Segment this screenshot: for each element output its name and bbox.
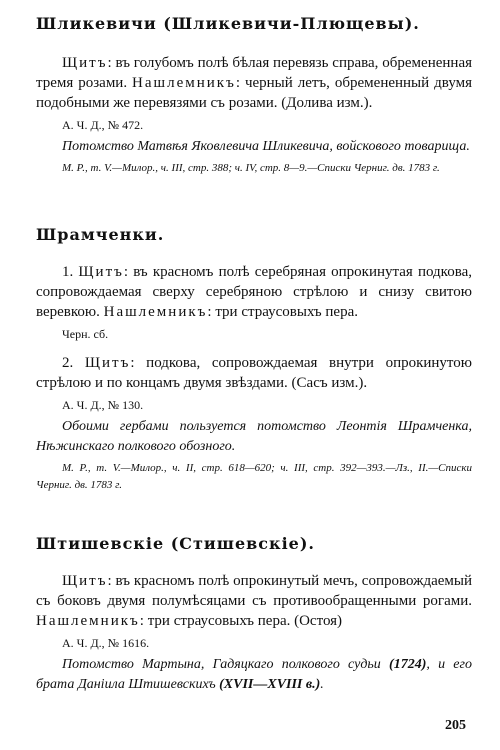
entry-number: 2. bbox=[62, 355, 74, 371]
crest-label: Нашлемникъ bbox=[36, 613, 140, 629]
lineage-end: . bbox=[320, 677, 324, 692]
section-heading-shlikevichi: Шликевичи (Шликевичи-Плющевы). bbox=[36, 14, 420, 33]
crest-description: : черный летъ, обремененный двумя подобными же перевязями съ розами. (Долива изм.). bbox=[36, 75, 473, 111]
shield-description: : подкова, сопровождаемая внутри опрокинутою стрѣлою и по концамъ двумя звѣздами. (Сасъ изм.). bbox=[36, 355, 472, 391]
lineage-text: Обоими гербами пользуется потомство Леонтія Шрамченка, Нѣжинскаго полкового обозного. bbox=[36, 419, 472, 454]
lineage-text bbox=[36, 655, 472, 695]
archive-reference: А. Ч. Д., № 472. bbox=[62, 118, 144, 132]
lineage-middle: , и его брата Даніила Штишевскихъ bbox=[36, 657, 472, 692]
archive-reference: А. Ч. Д., № 1616. bbox=[62, 636, 150, 650]
page-number: 205 bbox=[445, 718, 466, 733]
shield-description: : въ голубомъ полѣ бѣлая перевязь справа, обремененная тремя розами. bbox=[36, 55, 472, 91]
blazon-paragraph bbox=[36, 53, 472, 113]
section-heading-shtishevskie: Штишевскіе (Стишевскіе). bbox=[36, 534, 315, 553]
lineage-prefix: Потомство Мартына, Гадяцкаго полкового судьи bbox=[62, 657, 390, 672]
shield-description: : въ красномъ полѣ серебряная опрокинутая подкова, сопровождаемая сверху серебряною стрѣлою и снизу свитою веревкою. bbox=[36, 264, 472, 320]
blazon-paragraph-1 bbox=[36, 262, 472, 322]
shield-label: Щитъ bbox=[78, 264, 124, 280]
sources-text: М. Р., т. V.—Милор., ч. III, стр. 388; ч. IV, стр. 8—9.—Списки Черниг. дв. 1783 г. bbox=[62, 162, 440, 174]
shield-label: Щитъ bbox=[62, 55, 108, 71]
shield-label: Щитъ bbox=[84, 355, 131, 371]
blazon-paragraph-2 bbox=[36, 353, 472, 393]
crest-description: : три страусовыхъ пера. bbox=[207, 304, 358, 320]
blazon-paragraph bbox=[36, 571, 472, 631]
entry-number: 1. bbox=[62, 264, 74, 280]
section-heading-shramchenki: Шрамченки. bbox=[36, 225, 165, 244]
lineage-year: (1724) bbox=[389, 657, 427, 672]
lineage-text: Потомство Матвѣя Яковлевича Шликевича, войскового товарища. bbox=[62, 139, 470, 154]
archive-reference: А. Ч. Д., № 130. bbox=[62, 398, 144, 412]
crest-label: Нашлемникъ bbox=[103, 304, 208, 320]
shield-description: : въ красномъ полѣ опрокинутый мечъ, сопровождаемый съ боковъ двумя полумѣсяцами съ противообращенными рогами. bbox=[36, 573, 472, 609]
shield-label: Щитъ bbox=[62, 573, 108, 589]
sources-text: М. Р., т. V.—Милор., ч. II, стр. 618—620; ч. III, стр. 392—393.—Лз., II.—Списки Черниг. дв. 1783 г. bbox=[36, 462, 472, 491]
archive-reference: Черн. сб. bbox=[62, 327, 109, 341]
lineage-period: (XVII—XVIII в.) bbox=[219, 677, 321, 692]
crest-label: Нашлемникъ bbox=[132, 75, 236, 91]
document-page bbox=[36, 14, 472, 695]
crest-description: : три страусовыхъ пера. (Остоя) bbox=[139, 613, 343, 629]
